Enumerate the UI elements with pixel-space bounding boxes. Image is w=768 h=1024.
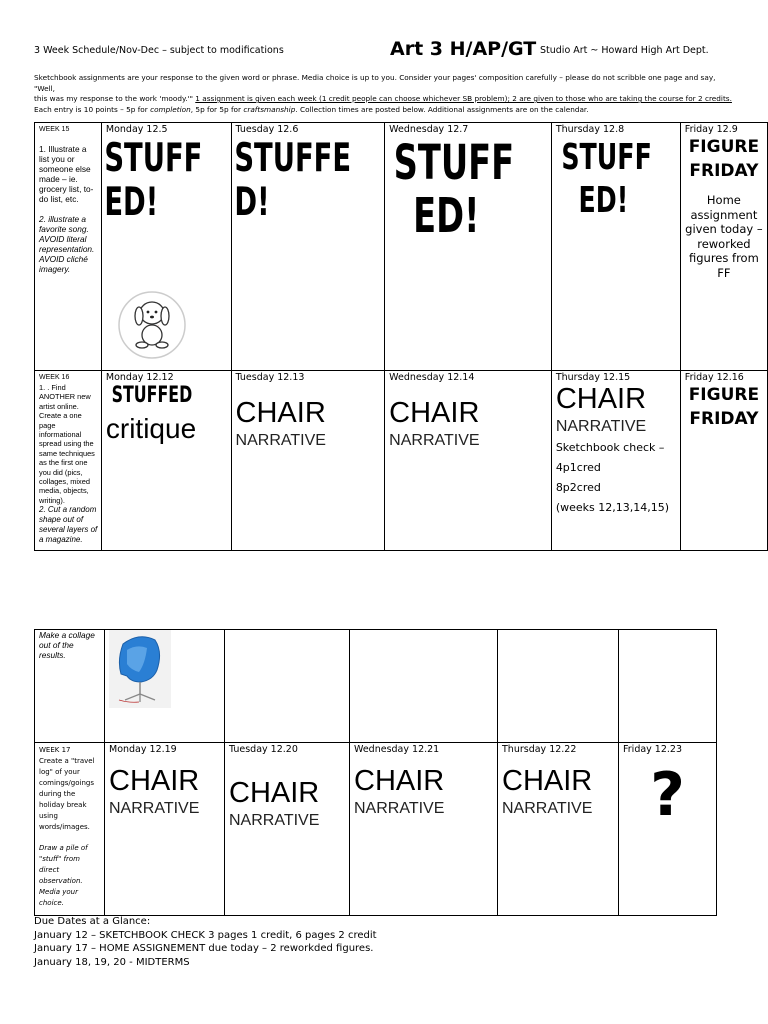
stuffed-text-a: STUFFE	[233, 136, 351, 181]
empty-cell	[350, 630, 498, 743]
day-header: Thursday 12.8	[555, 124, 625, 135]
dog-sticker-icon	[118, 291, 186, 363]
day-header: Tuesday 12.20	[229, 744, 298, 755]
week15-thursday	[551, 123, 680, 371]
chair-text: CHAIR	[109, 765, 200, 797]
intro-line-2	[34, 94, 734, 105]
week17-wednesday	[350, 743, 498, 916]
week15-text-2: 2. illustrate a favorite song. AVOID literal representation. AVOID cliché imagery.	[39, 214, 95, 274]
stuffed-text-a: STUFF	[104, 136, 203, 181]
day-header: Wednesday 12.7	[389, 124, 469, 135]
schedule-table-1	[34, 122, 768, 551]
week16-assignments	[35, 371, 102, 551]
intro-text	[34, 73, 734, 115]
empty-cell	[225, 630, 350, 743]
day-header: Tuesday 12.13	[235, 372, 305, 383]
stuffed-text-a: STUFF	[393, 135, 515, 191]
day-header: Thursday 12.22	[502, 744, 577, 755]
continuation-row	[35, 630, 717, 743]
stuffed-text-b: ED!	[104, 180, 159, 225]
day-header: Tuesday 12.6	[235, 124, 299, 135]
week16-tuesday	[231, 371, 385, 551]
question-mark: ?	[650, 760, 685, 830]
page-title: Art 3 H/AP/GT	[390, 38, 537, 60]
chair-image-cell	[105, 630, 225, 743]
week16-thursday	[551, 371, 680, 551]
chair-text: CHAIR	[354, 765, 445, 797]
due-date-line-1: January 12 – SKETCHBOOK CHECK 3 pages 1 credit, 6 pages 2 credit	[34, 929, 377, 941]
week17-monday	[105, 743, 225, 916]
sketchbook-check-3: 8p2cred	[555, 481, 601, 494]
sketchbook-check-1: Sketchbook check –	[555, 441, 665, 454]
narrative-text: NARRATIVE	[354, 800, 445, 817]
intro-line-3c: , 5p for 5p for	[190, 104, 244, 114]
week16-text-1: 1. . Find ANOTHER new artist online. Create a one page informational spread using the same techniques as the first one you did (pics, collages, mixed media, objects, writing).	[39, 383, 95, 505]
day-header: Monday 12.19	[109, 744, 177, 755]
week16-monday	[101, 371, 231, 551]
week15-text-1: 1. Illustrate a list you or someone else made – ie. grocery list, to-do list, etc.	[39, 144, 94, 204]
week16-friday	[680, 371, 767, 551]
week16-row	[35, 371, 768, 551]
intro-line-3e: . Collection times are posted below. Additional assignments are on the calendar.	[295, 104, 589, 114]
week17-text-1: Create a "travel log" of your comings/goings during the holiday break using words/images.	[39, 757, 95, 831]
week17-text-2: Draw a pile of "stuff" from direct observation. Media your choice.	[39, 844, 88, 907]
figure-friday-a: FIGURE	[688, 385, 760, 405]
figure-friday-b: FRIDAY	[689, 161, 759, 181]
intro-line-3a: Each entry is 10 points – 5p for	[34, 104, 151, 114]
week16-text-2: 2. Cut a random shape out of several layers of a magazine.	[39, 505, 98, 545]
narrative-text: NARRATIVE	[109, 800, 200, 817]
intro-line-3b: completion	[150, 104, 191, 114]
continuation-text-cell	[35, 630, 105, 743]
day-header: Wednesday 12.14	[389, 372, 475, 383]
chair-text: CHAIR	[235, 397, 326, 429]
week15-tuesday	[231, 123, 385, 371]
week17-friday	[619, 743, 717, 916]
intro-line-2a: this was my response to the work 'moody.'"	[34, 94, 196, 103]
intro-line-1: Sketchbook assignments are your response to the given word or phrase. Media choice is up to you. Consider your pages' composition carefully – please do not scribble one page and say, "Well,	[34, 73, 716, 93]
week15-friday	[680, 123, 767, 371]
stuffed-text-b: ED!	[578, 180, 629, 221]
schedule-label: 3 Week Schedule/Nov-Dec – subject to modifications	[34, 45, 284, 56]
day-header: Wednesday 12.21	[354, 744, 440, 755]
due-date-line-2: January 17 – HOME ASSIGNEMENT due today – 2 reworkded figures.	[34, 943, 374, 954]
stuffed-text-b: D!	[233, 180, 270, 225]
chair-text: CHAIR	[555, 383, 647, 415]
chair-text: CHAIR	[229, 777, 320, 809]
empty-cell	[498, 630, 619, 743]
week17-tuesday	[225, 743, 350, 916]
week15-wednesday	[385, 123, 552, 371]
narrative-text: NARRATIVE	[235, 432, 326, 449]
day-header: Monday 12.5	[105, 124, 168, 135]
department-label: Studio Art ~ Howard High Art Dept.	[540, 45, 709, 56]
week15-row	[35, 123, 768, 371]
week17-label: WEEK 17	[39, 746, 71, 754]
figure-friday-b: FRIDAY	[689, 409, 759, 429]
due-date-line-3: January 18, 19, 20 - MIDTERMS	[34, 956, 190, 968]
continuation-text: Make a collage out of the results.	[39, 630, 95, 660]
due-dates	[34, 915, 377, 969]
day-header: Friday 12.9	[684, 124, 738, 135]
day-header: Thursday 12.15	[555, 372, 631, 383]
narrative-text: NARRATIVE	[389, 432, 480, 449]
week16-label: WEEK 16	[39, 374, 70, 381]
week17-thursday	[498, 743, 619, 916]
week17-row	[35, 743, 717, 916]
stuffed-text: STUFFED	[111, 383, 193, 408]
sketchbook-check-2: 4p1cred	[555, 461, 601, 474]
intro-line-2b: 1 assignment is given each week (1 credit people can choose whichever SB problem); 2 are given to those who are taking the course for 2 credits.	[195, 94, 732, 103]
home-assignment-note: Home assignment given today – reworked figures from FF	[685, 193, 763, 280]
stuffed-text-b: ED!	[413, 188, 480, 244]
narrative-text: NARRATIVE	[502, 800, 593, 817]
chair-text: CHAIR	[502, 765, 593, 797]
week15-assignments	[35, 123, 102, 371]
narrative-text: NARRATIVE	[555, 418, 647, 435]
critique-text: critique	[105, 413, 197, 444]
day-header: Friday 12.23	[623, 744, 683, 755]
stuffed-text-a: STUFF	[561, 137, 652, 178]
schedule-table-2	[34, 629, 717, 916]
week17-assignments	[35, 743, 105, 916]
sketchbook-check-4: (weeks 12,13,14,15)	[555, 501, 670, 514]
figure-friday-a: FIGURE	[688, 137, 760, 157]
day-header: Friday 12.16	[684, 372, 744, 383]
week15-monday	[101, 123, 231, 371]
due-dates-title: Due Dates at a Glance:	[34, 916, 151, 927]
intro-line-3	[34, 105, 734, 116]
intro-line-3d: craftsmanship	[243, 104, 296, 114]
week16-wednesday	[385, 371, 552, 551]
empty-cell	[619, 630, 717, 743]
week15-label: WEEK 15	[39, 126, 70, 133]
egg-chair-icon	[109, 630, 171, 708]
day-header: Monday 12.12	[105, 372, 174, 383]
chair-text: CHAIR	[389, 397, 480, 429]
narrative-text: NARRATIVE	[229, 812, 320, 829]
